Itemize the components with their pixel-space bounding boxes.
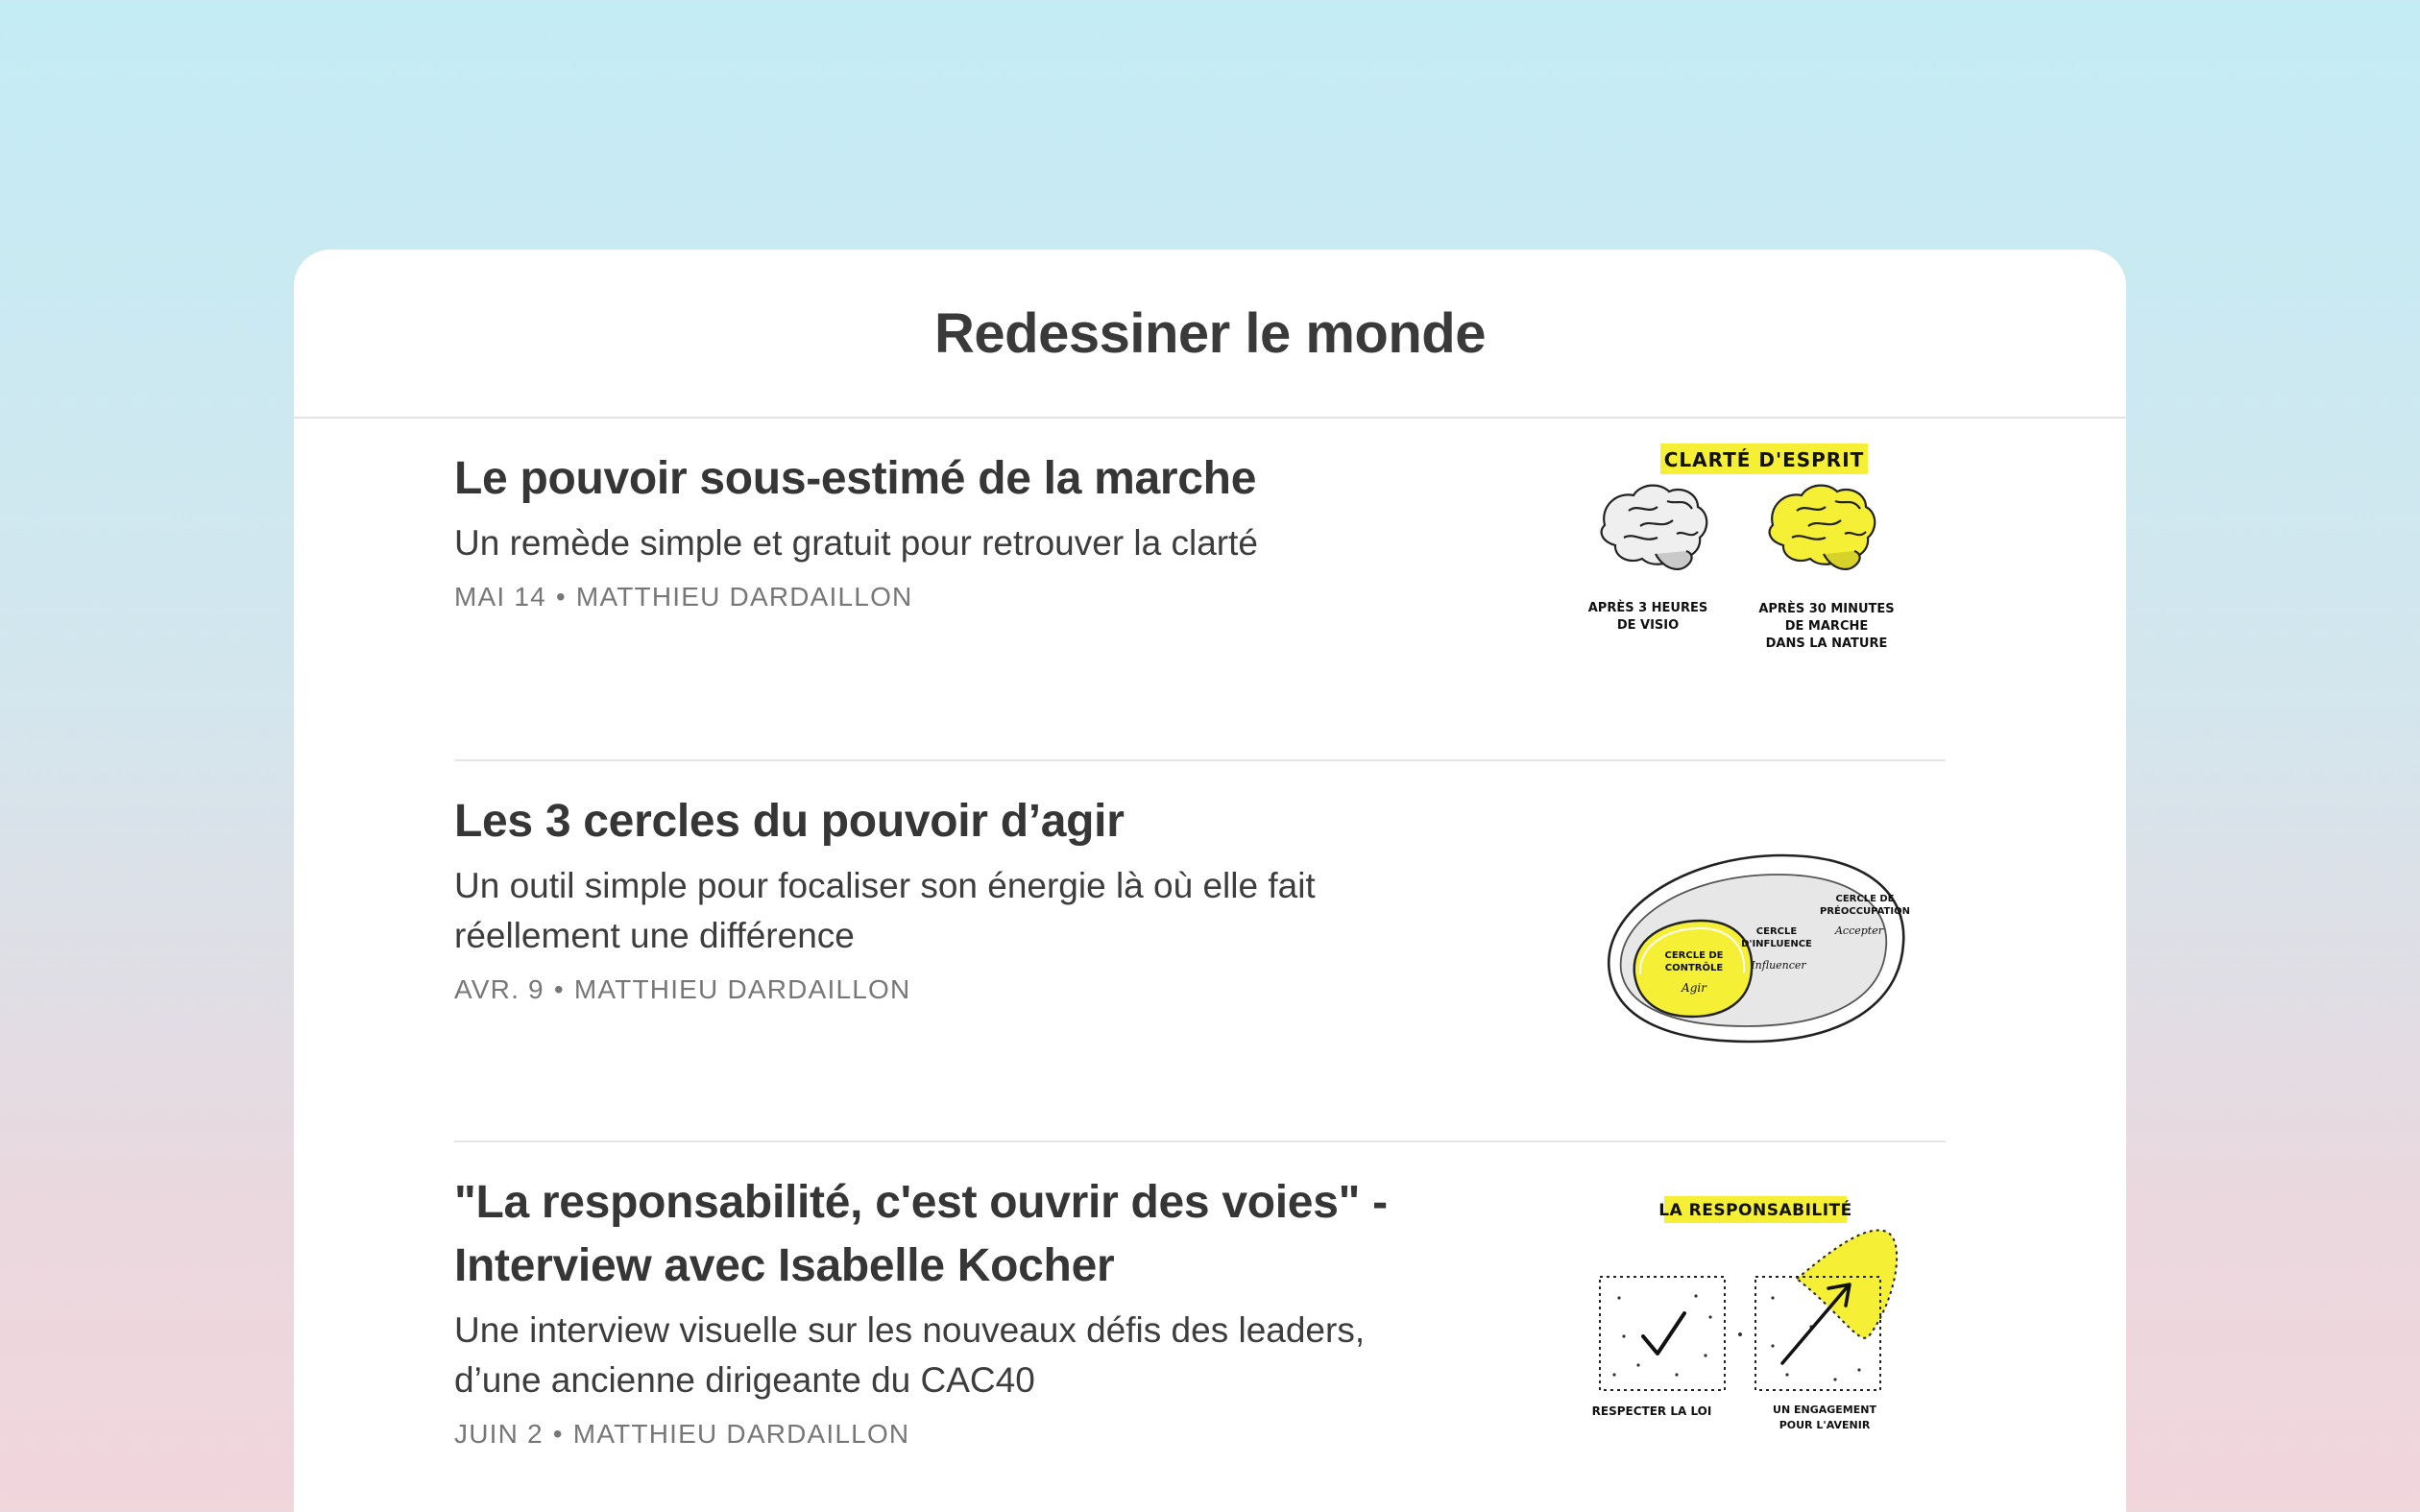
post-item[interactable] bbox=[454, 761, 1946, 1142]
post-author[interactable]: MATTHIEU DARDAILLON bbox=[572, 1419, 910, 1449]
post-date: MAI 14 bbox=[454, 582, 546, 612]
right-caption-line1: APRÈS 30 MINUTES bbox=[1758, 602, 1895, 616]
post-author[interactable]: MATTHIEU DARDAILLON bbox=[573, 974, 911, 1004]
left-caption-line1: APRÈS 3 HEURES bbox=[1587, 601, 1708, 615]
post-thumbnail[interactable] bbox=[1581, 434, 1946, 684]
post-author[interactable]: MATTHIEU DARDAILLON bbox=[575, 582, 913, 612]
post-text bbox=[454, 419, 1453, 616]
arrow-up-right-icon bbox=[1782, 1286, 1848, 1363]
right-caption-line3: DANS LA NATURE bbox=[1765, 636, 1888, 651]
brain-grey-icon bbox=[1602, 486, 1707, 569]
post-text bbox=[454, 1142, 1453, 1453]
post-date: JUIN 2 bbox=[454, 1419, 544, 1449]
post-meta bbox=[454, 578, 1453, 616]
post-title[interactable]: Les 3 cercles du pouvoir d’agir bbox=[454, 796, 1125, 847]
middle-label-line1: CERCLE bbox=[1755, 926, 1798, 937]
outer-label-line2: PRÉOCCUPATION bbox=[1820, 906, 1910, 917]
law-box-dots bbox=[1612, 1294, 1711, 1376]
checkmark-icon bbox=[1643, 1313, 1684, 1354]
publication-title[interactable]: Redessiner le monde bbox=[934, 301, 1486, 365]
post-thumbnail[interactable] bbox=[1581, 1192, 1946, 1442]
responsibility-illustration bbox=[1581, 1192, 1946, 1442]
post-thumbnail[interactable] bbox=[1581, 828, 1946, 1059]
meta-separator: • bbox=[552, 1419, 564, 1449]
post-item[interactable] bbox=[454, 1142, 1946, 1512]
post-title[interactable]: Le pouvoir sous-estimé de la marche bbox=[454, 453, 1257, 504]
brain-yellow-icon bbox=[1770, 486, 1876, 569]
post-subtitle: Un outil simple pour focaliser son énergie là où elle fait réellement une différence bbox=[454, 866, 1316, 955]
right-caption-line2: DE MARCHE bbox=[1784, 619, 1869, 634]
right-caption-line1: UN ENGAGEMENT bbox=[1773, 1404, 1876, 1416]
inner-word: Agir bbox=[1682, 981, 1706, 995]
publication-header bbox=[294, 250, 2126, 419]
outer-label-line1: CERCLE DE bbox=[1835, 894, 1895, 904]
right-caption-line2: POUR L'AVENIR bbox=[1779, 1419, 1871, 1431]
middle-word: Influencer bbox=[1751, 959, 1806, 972]
inner-label-line1: CERCLE DE bbox=[1664, 950, 1724, 961]
meta-separator: • bbox=[555, 582, 567, 612]
post-meta bbox=[454, 971, 1453, 1009]
post-subtitle: Une interview visuelle sur les nouveaux défis des leaders, d’une ancienne dirigeante du CAC40 bbox=[454, 1310, 1366, 1400]
thumbnail-heading: CLARTÉ D'ESPRIT bbox=[1663, 448, 1865, 471]
outer-word: Accepter bbox=[1834, 924, 1884, 937]
left-caption-line2: DE VISIO bbox=[1616, 618, 1680, 633]
post-title[interactable]: "La responsabilité, c'est ouvrir des voies" - Interview avec Isabelle Kocher bbox=[454, 1177, 1388, 1291]
inner-label-line2: CONTRÔLE bbox=[1664, 963, 1724, 973]
middle-label-line2: D'INFLUENCE bbox=[1741, 939, 1812, 949]
post-meta bbox=[454, 1415, 1453, 1453]
meta-separator: • bbox=[553, 974, 565, 1004]
post-date: AVR. 9 bbox=[454, 974, 544, 1004]
post-item[interactable] bbox=[454, 419, 1946, 761]
thumbnail-heading: LA RESPONSABILITÉ bbox=[1658, 1201, 1852, 1220]
left-caption: RESPECTER LA LOI bbox=[1591, 1404, 1712, 1418]
separator-dot bbox=[1738, 1332, 1742, 1336]
publication-card bbox=[294, 250, 2126, 1512]
circles-illustration bbox=[1581, 828, 1946, 1059]
post-text bbox=[454, 761, 1453, 1009]
law-box bbox=[1600, 1277, 1725, 1390]
clarity-illustration bbox=[1581, 434, 1946, 684]
post-list bbox=[454, 419, 1946, 1512]
post-subtitle: Un remède simple et gratuit pour retrouver la clarté bbox=[454, 523, 1258, 563]
